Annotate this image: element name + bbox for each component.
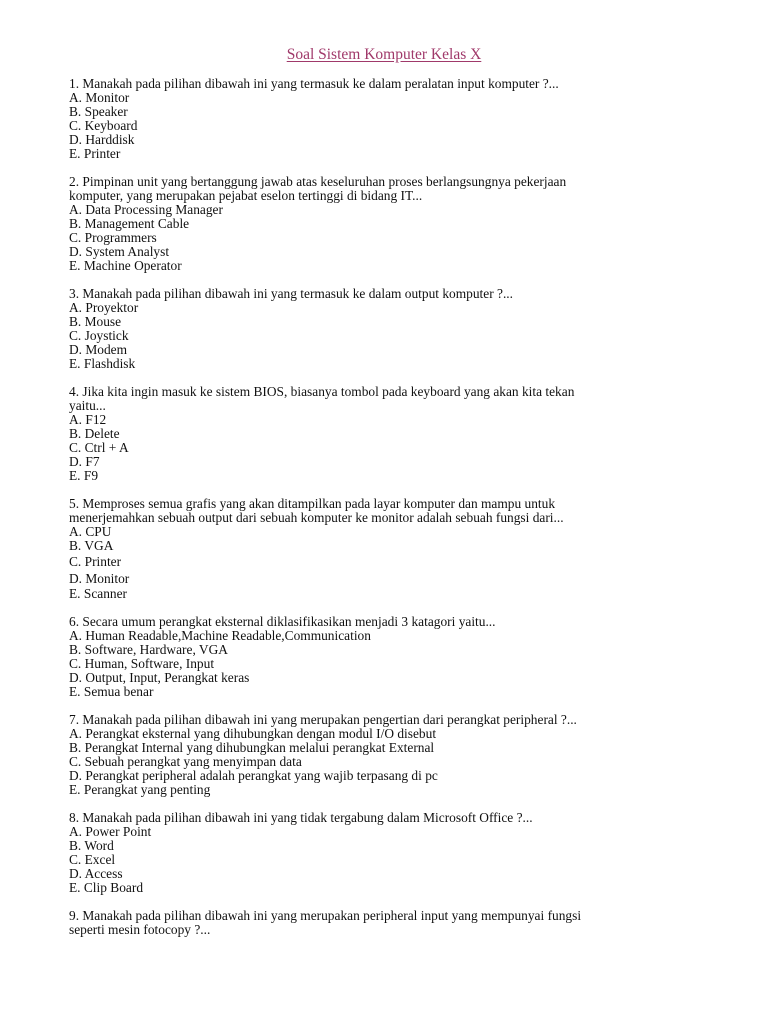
question-9 [69,909,669,937]
answer-option: A. Proyektor [69,300,139,315]
question-text-line: menerjemahkan sebuah output dari sebuah komputer ke monitor adalah sebuah fungsi dari... [69,510,564,525]
answer-option: D. Monitor [69,571,130,586]
question-text-line: 5. Memproses semua grafis yang akan ditampilkan pada layar komputer dan mampu untuk [69,496,556,511]
question-5 [69,497,669,601]
answer-option: C. Printer [69,554,122,569]
question-6 [69,615,669,699]
answer-option: C. Programmers [69,230,157,245]
question-text-line: 2. Pimpinan unit yang bertanggung jawab atas keseluruhan proses berlangsungnya pekerjaan [69,174,567,189]
question-text-line: 8. Manakah pada pilihan dibawah ini yang tidak tergabung dalam Microsoft Office ?... [69,810,533,825]
question-1 [69,77,669,161]
answer-option: D. Modem [69,342,128,357]
answer-option: E. Clip Board [69,880,144,895]
answer-option: D. Output, Input, Perangkat keras [69,670,250,685]
answer-option: B. Delete [69,426,120,441]
answer-option: C. Excel [69,852,116,867]
answer-option: B. Management Cable [69,216,190,231]
answer-option: E. Perangkat yang penting [69,782,211,797]
answer-option: D. F7 [69,454,100,469]
answer-option: B. VGA [69,538,114,553]
title-text: Soal Sistem Komputer Kelas X [286,46,482,63]
answer-option: A. Perangkat eksternal yang dihubungkan dengan modul I/O disebut [69,726,437,741]
answer-option: B. Perangkat Internal yang dihubungkan melalui perangkat External [69,740,435,755]
answer-option: E. F9 [69,468,99,483]
question-text-line: 6. Secara umum perangkat eksternal diklasifikasikan menjadi 3 katagori yaitu... [69,614,496,629]
question-list [69,77,669,951]
answer-option: A. Power Point [69,824,152,839]
answer-option: B. Software, Hardware, VGA [69,642,228,657]
answer-option: C. Sebuah perangkat yang menyimpan data [69,754,302,769]
question-3 [69,287,669,371]
answer-option: A. CPU [69,524,112,539]
answer-option: E. Printer [69,146,121,161]
answer-option: E. Flashdisk [69,356,136,371]
answer-option: B. Mouse [69,314,122,329]
question-8 [69,811,669,895]
answer-option: B. Speaker [69,104,128,119]
answer-option: D. Access [69,866,123,881]
answer-option: C. Ctrl + A [69,440,129,455]
question-text-line: seperti mesin fotocopy ?... [69,922,211,937]
answer-option: C. Joystick [69,328,129,343]
question-2 [69,175,669,273]
answer-option: D. Perangkat peripheral adalah perangkat yang wajib terpasang di pc [69,768,438,783]
answer-option: E. Scanner [69,586,128,601]
answer-option: C. Keyboard [69,118,138,133]
answer-option: C. Human, Software, Input [69,656,215,671]
question-text-line: 3. Manakah pada pilihan dibawah ini yang termasuk ke dalam output komputer ?... [69,286,514,301]
question-text-line: yaitu... [69,398,106,413]
answer-option: A. F12 [69,412,107,427]
answer-option: D. System Analyst [69,244,170,259]
answer-option: A. Human Readable,Machine Readable,Communication [69,628,371,643]
document-title [0,46,768,64]
question-text-line: 9. Manakah pada pilihan dibawah ini yang merupakan peripheral input yang mempunyai fungsi [69,908,582,923]
answer-option: A. Monitor [69,90,130,105]
question-text-line: 1. Manakah pada pilihan dibawah ini yang termasuk ke dalam peralatan input komputer ?... [69,76,559,91]
question-7 [69,713,669,797]
question-4 [69,385,669,483]
question-text-line: 7. Manakah pada pilihan dibawah ini yang merupakan pengertian dari perangkat peripheral ?... [69,712,577,727]
answer-option: B. Word [69,838,114,853]
question-text-line: komputer, yang merupakan pejabat eselon tertinggi di bidang IT... [69,188,423,203]
answer-option: E. Semua benar [69,684,154,699]
answer-option: A. Data Processing Manager [69,202,223,217]
answer-option: D. Harddisk [69,132,135,147]
question-text-line: 4. Jika kita ingin masuk ke sistem BIOS, biasanya tombol pada keyboard yang akan kita tekan [69,384,575,399]
answer-option: E. Machine Operator [69,258,182,273]
